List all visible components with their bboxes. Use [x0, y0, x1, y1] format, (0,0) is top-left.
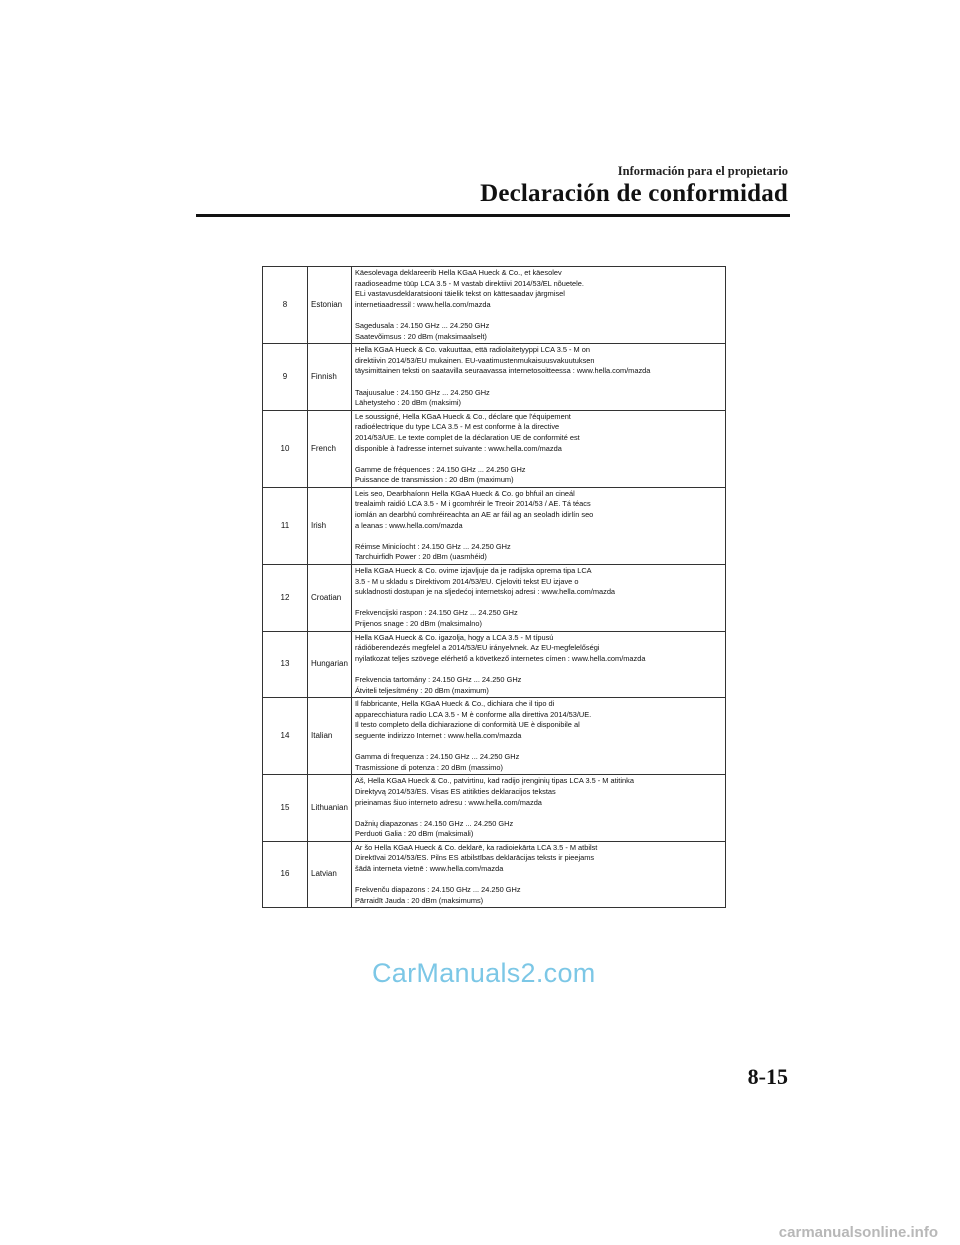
table-row: [263, 487, 726, 564]
spec-line: Prijenos snage : 20 dBm (maksimalno): [355, 619, 482, 628]
declaration-line: Leis seo, Dearbhaíonn Hella KGaA Hueck & Co. go bhfuil an cineál: [355, 488, 575, 498]
table-row: [263, 565, 726, 632]
row-declaration-text: [352, 841, 726, 908]
declaration-line: sukladnosti dostupan je na sljedećoj internetskoj adresi : www.hella.com/mazda: [355, 587, 616, 597]
spacer: [355, 531, 722, 542]
declaration-line: disponible à l'adresse internet suivante : www.hella.com/mazda: [355, 443, 562, 453]
row-number: 16: [263, 841, 308, 908]
declaration-line: trealaimh raidió LCA 3.5 - M i gcomhréir le Treoir 2014/53 / AE. Tá téacs: [355, 499, 591, 509]
row-language: Croatian: [308, 565, 352, 632]
declaration-line: seguente indirizzo Internet : www.hella.com/mazda: [355, 730, 522, 740]
watermark-carmanuals2: CarManuals2.com: [372, 958, 596, 988]
row-language: Hungarian: [308, 631, 352, 698]
declaration-line: ELi vastavusdeklaratsiooni täielik tekst on kättesaadav järgmisel: [355, 289, 565, 299]
footer-watermark: carmanualsonline.info: [778, 1224, 938, 1241]
spec-line: Réimse Minicíocht : 24.150 GHz ... 24.250 GHz: [355, 541, 511, 551]
spec-line: Gamme de fréquences : 24.150 GHz ... 24.250 GHz: [355, 464, 526, 474]
table-row: [263, 775, 726, 842]
table-row: [263, 410, 726, 487]
declaration-line: šādā interneta vietnē : www.hella.com/mazda: [355, 864, 504, 874]
row-declaration-text: [352, 631, 726, 698]
declaration-line: Il testo completo della dichiarazione di conformità UE è disponibile al: [355, 720, 580, 730]
row-language: Italian: [308, 698, 352, 775]
declaration-line: Direktīvai 2014/53/ES. Pilns ES atbilstības deklarācijas teksts ir pieejams: [355, 853, 595, 863]
declaration-line: 3.5 - M u skladu s Direktivom 2014/53/EU. Cjeloviti tekst EU izjave o: [355, 576, 579, 586]
spacer: [355, 377, 722, 388]
row-declaration-text: [352, 487, 726, 564]
declaration-line: internetiaadressil : www.hella.com/mazda: [355, 299, 491, 309]
row-language: Estonian: [308, 267, 352, 344]
declaration-line: Il fabbricante, Hella KGaA Hueck & Co., dichiara che il tipo di: [355, 699, 555, 709]
row-number: 9: [263, 344, 308, 411]
spacer: [355, 454, 722, 465]
spec-line: Dažnių diapazonas : 24.150 GHz ... 24.250 GHz: [355, 818, 514, 828]
row-language: Finnish: [308, 344, 352, 411]
spec-line: Puissance de transmission : 20 dBm (maximum): [355, 475, 514, 485]
declaration-line: Käesolevaga deklareerib Hella KGaA Hueck & Co., et käesolev: [355, 268, 562, 277]
declaration-line: täysimittainen teksti on saatavilla seuraavassa internetosoitteessa : www.hella.com/mazda: [355, 366, 651, 376]
spec-line: Saatevõimsus : 20 dBm (maksimaalselt): [355, 331, 487, 341]
header-subtitle: Información para el propietario: [617, 164, 788, 178]
spacer: [355, 664, 722, 675]
declaration-line: Aš, Hella KGaA Hueck & Co., patvirtinu, kad radijo įrenginių tipas LCA 3.5 - M atitinka: [355, 776, 634, 786]
declaration-line: a leanas : www.hella.com/mazda: [355, 520, 463, 530]
row-number: 12: [263, 565, 308, 632]
table-row: [263, 841, 726, 908]
spec-line: Taajuusalue : 24.150 GHz ... 24.250 GHz: [355, 387, 490, 397]
spec-line: Pārraidīt Jauda : 20 dBm (maksimums): [355, 895, 484, 905]
row-number: 15: [263, 775, 308, 842]
declaration-line: Le soussigné, Hella KGaA Hueck & Co., déclare que l'équipement: [355, 411, 571, 421]
table-row: [263, 344, 726, 411]
declaration-line: 2014/53/UE. Le texte complet de la déclaration UE de conformité est: [355, 432, 580, 442]
table-row: [263, 631, 726, 698]
row-language: Lithuanian: [308, 775, 352, 842]
spec-line: Trasmissione di potenza : 20 dBm (massimo): [355, 762, 504, 772]
spec-line: Perduoti Galia : 20 dBm (maksimali): [355, 829, 474, 839]
row-language: French: [308, 410, 352, 487]
page-number: 8-15: [747, 1064, 788, 1089]
row-number: 11: [263, 487, 308, 564]
declaration-line: prieinamas šiuo interneto adresu : www.hella.com/mazda: [355, 797, 542, 807]
spacer: [355, 310, 722, 321]
row-number: 10: [263, 410, 308, 487]
row-number: 8: [263, 267, 308, 344]
row-declaration-text: [352, 410, 726, 487]
declaration-line: raadioseadme tüüp LCA 3.5 - M vastab direktiivi 2014/53/EL nõuetele.: [355, 278, 584, 288]
table-row: [263, 267, 726, 344]
spec-line: Tarchuirfidh Power : 20 dBm (uasmhéid): [355, 552, 487, 562]
page-title: Declaración de conformidad: [480, 180, 788, 207]
declaration-line: Hella KGaA Hueck & Co. igazolja, hogy a LCA 3.5 - M típusú: [355, 632, 554, 642]
declaration-line: apparecchiatura radio LCA 3.5 - M è conforme alla direttiva 2014/53/UE.: [355, 709, 592, 719]
header-divider: [196, 214, 790, 217]
spec-line: Sagedusala : 24.150 GHz ... 24.250 GHz: [355, 320, 490, 330]
row-language: Irish: [308, 487, 352, 564]
declaration-table-body: [263, 267, 726, 908]
declaration-line: Hella KGaA Hueck & Co. ovime izjavljuje da je radijska oprema tipa LCA: [355, 566, 592, 576]
declaration-line: direktiivin 2014/53/EU mukainen. EU-vaatimustenmukaisuusvakuutuksen: [355, 355, 595, 365]
row-number: 14: [263, 698, 308, 775]
spec-line: Frekvenču diapazons : 24.150 GHz ... 24.250 GHz: [355, 885, 521, 895]
spec-line: Átviteli teljesítmény : 20 dBm (maximum): [355, 685, 489, 695]
spec-line: Frekvencia tartomány : 24.150 GHz ... 24.250 GHz: [355, 674, 522, 684]
row-declaration-text: [352, 698, 726, 775]
row-declaration-text: [352, 344, 726, 411]
spacer: [355, 742, 722, 753]
declaration-line: rádióberendezés megfelel a 2014/53/EU irányelvnek. Az EU-megfelelőségi: [355, 643, 600, 653]
declaration-line: Direktyvą 2014/53/ES. Visas ES atitikties deklaracijos tekstas: [355, 786, 556, 796]
spec-line: Frekvencijski raspon : 24.150 GHz ... 24.250 GHz: [355, 608, 518, 618]
spacer: [355, 808, 722, 819]
declaration-line: iomlán an dearbhú comhréireachta an AE ar fáil ag an seoladh idirlín seo: [355, 510, 594, 520]
spec-line: Gamma di frequenza : 24.150 GHz ... 24.250 GHz: [355, 752, 520, 762]
row-language: Latvian: [308, 841, 352, 908]
row-declaration-text: [352, 775, 726, 842]
declaration-line: nyilatkozat teljes szövege elérhető a következő internetes címen : www.hella.com/mazda: [355, 653, 646, 663]
spacer: [355, 598, 722, 609]
spec-line: Lähetysteho : 20 dBm (maksimi): [355, 398, 461, 408]
table-row: [263, 698, 726, 775]
declaration-line: radioélectrique du type LCA 3.5 - M est conforme à la directive: [355, 422, 560, 432]
row-declaration-text: [352, 565, 726, 632]
declaration-table: [262, 266, 726, 908]
spacer: [355, 875, 722, 886]
declaration-line: Ar šo Hella KGaA Hueck & Co. deklarē, ka radioiekārta LCA 3.5 - M atbilst: [355, 842, 598, 852]
row-declaration-text: [352, 267, 726, 344]
row-number: 13: [263, 631, 308, 698]
declaration-line: Hella KGaA Hueck & Co. vakuuttaa, että radiolaitetyyppi LCA 3.5 - M on: [355, 345, 590, 355]
